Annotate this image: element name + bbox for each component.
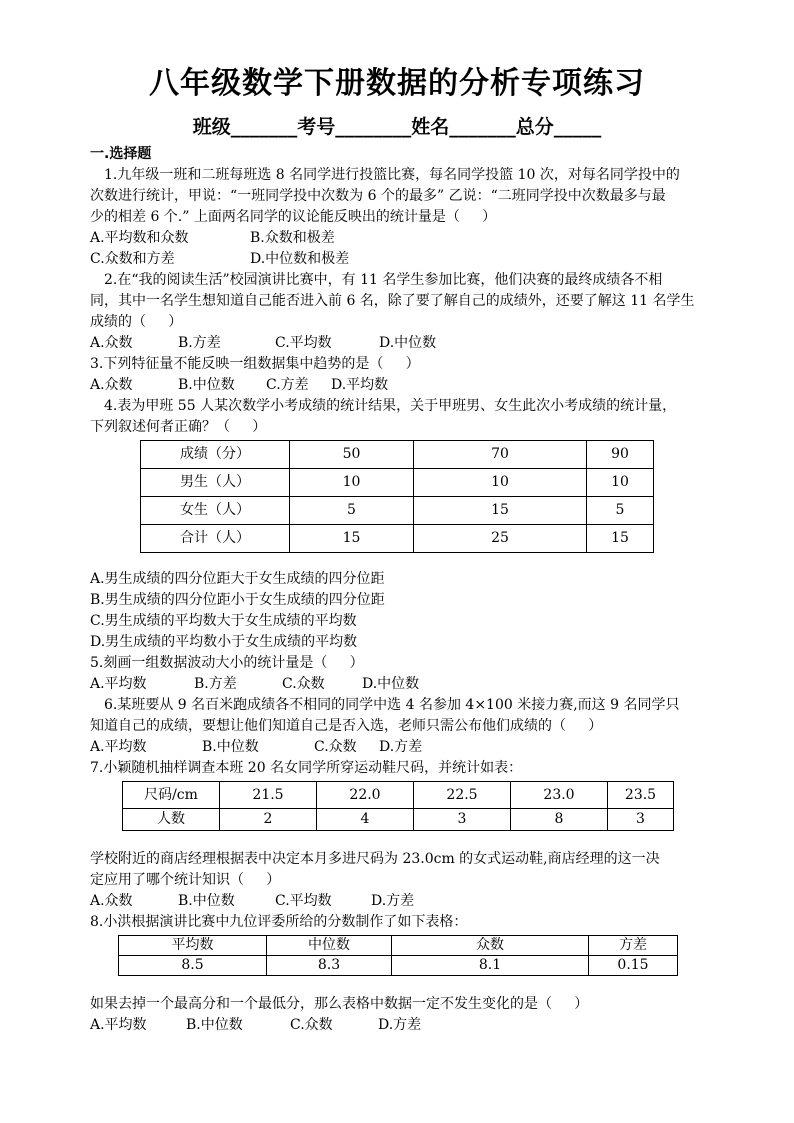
question-text: 3.下列特征量不能反映一组数据集中趋势的是（ ） (90, 356, 420, 372)
table-row (123, 782, 674, 809)
question-text: 成绩的（ ） (90, 314, 183, 330)
score-summary-table (118, 935, 678, 976)
option-d: D.方差 (379, 739, 423, 755)
table-cell: 0.15 (589, 956, 678, 976)
option-d: D.方差 (371, 893, 415, 909)
option-b: B.方差 (178, 335, 221, 351)
table-cell: 10 (414, 469, 587, 497)
question-list (90, 144, 740, 1036)
option-a: A.平均数 (90, 676, 147, 692)
question-text: 次数进行统计，甲说：“一班同学投中次数为 6 个的最多” 乙说：“二班同学投中次数最多与最 (90, 188, 666, 204)
option-d: D.中位数 (362, 676, 420, 692)
question-3 (90, 354, 740, 396)
option-d: D.中位数和极差 (250, 251, 350, 267)
option-a: A.男生成绩的四分位距大于女生成绩的四分位距 (90, 571, 385, 587)
table-cell: 23.5 (608, 782, 674, 809)
option-a: A.众数 (90, 893, 133, 909)
question-text: 7.小颖随机抽样调查本班 20 名女同学所穿运动鞋尺码，并统计如表： (90, 760, 523, 776)
option-b: B.中位数 (186, 1017, 243, 1033)
question-text: 学校附近的商店经理根据表中决定本月多进尺码为 23.0cm 的女式运动鞋,商店经理的这一决 (90, 851, 660, 867)
option-a: A.平均数 (90, 739, 147, 755)
info-fields: 班级_______考号________姓名_______总分_____ (192, 116, 602, 138)
question-text: 8.小洪根据演讲比赛中九位评委所给的分数制作了如下表格： (90, 914, 468, 930)
option-b: B.中位数 (202, 739, 259, 755)
table-cell: 15 (290, 525, 414, 553)
question-text: 如果去掉一个最高分和一个最低分，那么表格中数据一定不发生变化的是（ ） (90, 996, 589, 1012)
table-cell: 尺码/cm (123, 782, 220, 809)
table-cell: 10 (290, 469, 414, 497)
student-info-line (0, 112, 794, 139)
table-cell: 50 (290, 441, 414, 469)
table-cell: 人数 (123, 809, 220, 831)
question-text: 1.九年级一班和二班每班选 8 名同学进行投篮比赛，每名同学投篮 10 次，对每名同学投中的 (104, 167, 680, 183)
table-cell: 中位数 (267, 936, 392, 956)
table-cell: 平均数 (119, 936, 267, 956)
option-c: C.众数 (282, 676, 325, 692)
option-d: D.男生成绩的平均数小于女生成绩的平均数 (90, 634, 358, 650)
table-row (119, 956, 678, 976)
option-b: B.男生成绩的四分位距小于女生成绩的四分位距 (90, 592, 385, 608)
table-cell: 2 (220, 809, 317, 831)
table-cell: 23.0 (511, 782, 608, 809)
option-c: C.众数 (314, 739, 357, 755)
option-c: C.男生成绩的平均数大于女生成绩的平均数 (90, 613, 357, 629)
table-cell: 70 (414, 441, 587, 469)
section-heading: 一.选择题 (90, 146, 152, 162)
table-cell: 8.3 (267, 956, 392, 976)
table-cell: 8.5 (119, 956, 267, 976)
question-5 (90, 653, 740, 695)
table-cell: 方差 (589, 936, 678, 956)
score-table (140, 440, 654, 553)
table-cell: 合计（人） (141, 525, 290, 553)
table-cell: 22.0 (317, 782, 414, 809)
shoe-size-table (122, 781, 674, 831)
table-cell: 22.5 (414, 782, 511, 809)
table-cell: 10 (587, 469, 654, 497)
question-7 (90, 758, 740, 912)
question-2 (90, 270, 740, 354)
option-a: A.平均数 (90, 1017, 147, 1033)
question-text: 定应用了哪个统计知识（ ） (90, 872, 281, 888)
question-6 (90, 695, 740, 758)
option-d: D.中位数 (379, 335, 437, 351)
table-cell: 15 (587, 525, 654, 553)
option-b: B.中位数 (178, 377, 235, 393)
page-title: 八年级数学下册数据的分析专项练习 (149, 66, 645, 101)
question-text: 6.某班要从 9 名百米跑成绩各不相同的同学中选 4 名参加 4×100 米接力赛,而这 9 名同学只 (104, 697, 680, 713)
question-text: 5.刻画一组数据波动大小的统计量是（ ） (90, 655, 364, 671)
table-row (123, 809, 674, 831)
option-c: C.平均数 (275, 893, 332, 909)
question-1 (90, 165, 740, 270)
table-cell: 25 (414, 525, 587, 553)
question-text: 少的相差 6 个.” 上面两名同学的议论能反映出的统计量是（ ） (90, 209, 497, 225)
option-d: D.平均数 (331, 377, 389, 393)
option-c: C.平均数 (275, 335, 332, 351)
table-cell: 5 (290, 497, 414, 525)
question-4 (90, 396, 740, 653)
question-text: 同，其中一名学生想知道自己能否进入前 6 名，除了要了解自己的成绩外，还要了解这 11 名学生 (90, 293, 695, 309)
option-b: B.众数和极差 (250, 230, 335, 246)
table-row (141, 441, 654, 469)
option-a: A.众数 (90, 377, 133, 393)
table-row (141, 469, 654, 497)
option-c: C.众数和方差 (90, 251, 175, 267)
table-cell: 8.1 (392, 956, 589, 976)
table-cell: 3 (608, 809, 674, 831)
option-a: A.平均数和众数 (90, 230, 189, 246)
option-b: B.中位数 (178, 893, 235, 909)
option-c: C.方差 (266, 377, 309, 393)
table-cell: 15 (414, 497, 587, 525)
table-row (141, 497, 654, 525)
option-d: D.方差 (378, 1017, 422, 1033)
table-row (141, 525, 654, 553)
question-text: 知道自己的成绩，要想让他们知道自己是否入选，老师只需公布他们成绩的（ ） (90, 718, 603, 734)
table-cell: 众数 (392, 936, 589, 956)
table-cell: 3 (414, 809, 511, 831)
table-cell: 5 (587, 497, 654, 525)
table-cell: 4 (317, 809, 414, 831)
table-cell: 男生（人） (141, 469, 290, 497)
table-cell: 女生（人） (141, 497, 290, 525)
option-a: A.众数 (90, 335, 133, 351)
option-b: B.方差 (194, 676, 237, 692)
table-cell: 21.5 (220, 782, 317, 809)
option-c: C.众数 (290, 1017, 333, 1033)
table-cell: 90 (587, 441, 654, 469)
table-cell: 成绩（分） (141, 441, 290, 469)
question-8 (90, 912, 740, 1036)
question-text: 4.表为甲班 55 人某次数学小考成绩的统计结果，关于甲班男、女生此次小考成绩的统计量， (104, 398, 677, 414)
question-text: 2.在“我的阅读生活”校园演讲比赛中，有 11 名学生参加比赛，他们决赛的最终成绩各不相 (104, 272, 663, 288)
table-row (119, 936, 678, 956)
table-cell: 8 (511, 809, 608, 831)
question-text: 下列叙述何者正确？（ ） (90, 419, 267, 435)
